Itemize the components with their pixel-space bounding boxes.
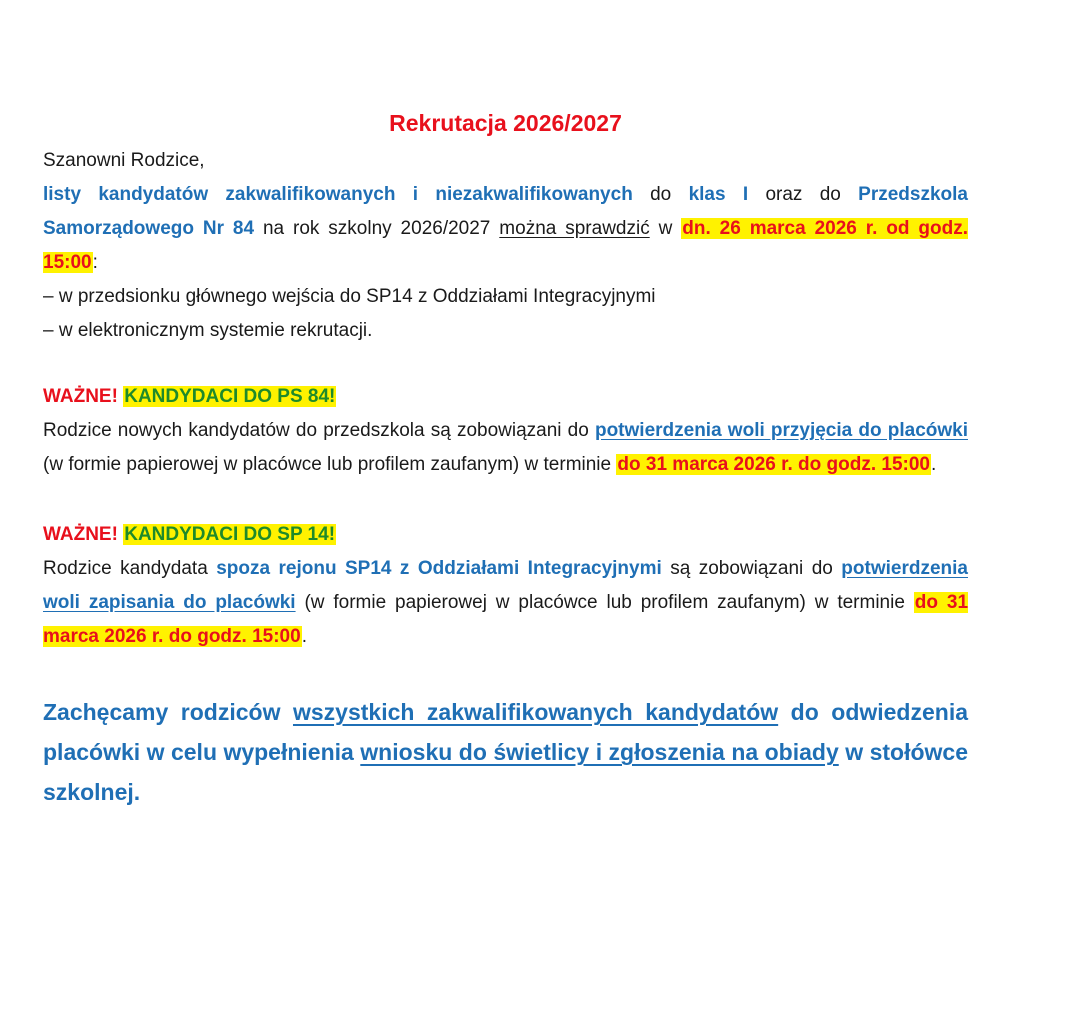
ps84-confirmation-link[interactable]: potwierdzenia woli przyjęcia do placówki [594, 420, 968, 441]
closing-visit-text: do odwiedzenia placówki w celu wypełnienia [43, 699, 969, 765]
sp14-confirmation-link[interactable]: potwierdzenia woli zapisania do placówki [43, 558, 968, 613]
sp14-period: . [301, 626, 307, 647]
ps84-deadline-highlight: do 31 marca 2026 r. do godz. 15:00 [617, 454, 930, 475]
intro-colon: : [92, 252, 98, 273]
outside-district-text: spoza rejonu SP14 z Oddziałami Integracyjnymi [216, 558, 662, 579]
sp14-candidates-label: KANDYDACI DO SP 14! [124, 524, 336, 545]
ps84-candidates-label: KANDYDACI DO PS 84! [124, 386, 336, 407]
sp14-obliged-text: są zobowiązani do [661, 558, 842, 579]
greeting: Szanowni Rodzice, [43, 150, 205, 171]
section-ps84-paragraph [43, 414, 968, 482]
bullet-item-electronic-system: – w elektronicznym systemie rekrutacji. [43, 320, 373, 341]
important-label: WAŻNE! [43, 524, 118, 545]
announcement-document [43, 108, 968, 812]
sp14-deadline-highlight: do 31 marca 2026 r. do godz. 15:00 [43, 592, 969, 647]
closing-paragraph [43, 692, 968, 812]
closing-encourage-text: Zachęcamy rodziców [43, 699, 293, 725]
section-sp14-paragraph [43, 552, 968, 654]
section-sp14-heading [43, 518, 968, 552]
ps84-form-text: (w formie papierowej w placówce lub profilem zaufanym) w terminie [43, 454, 617, 475]
ps84-period: . [930, 454, 937, 475]
closing-canteen-text: w stołówce szkolnej. [43, 739, 968, 805]
important-label: WAŻNE! [43, 386, 118, 407]
section-ps84-heading [43, 380, 968, 414]
all-qualified-link[interactable]: wszystkich zakwalifikowanych kandydatów [292, 699, 779, 725]
ps84-text: Rodzice nowych kandydatów do przedszkola są zobowiązani do [43, 420, 595, 441]
bullet-item-entrance: – w przedsionku głównego wejścia do SP14 z Oddziałami Integracyjnymi [43, 286, 656, 307]
intro-to-text: do [632, 184, 689, 205]
page-title: Rekrutacja 2026/2027 [389, 110, 622, 136]
intro-and-text: oraz do [748, 184, 859, 205]
preschool-text: Przedszkola Samorządowego Nr 84 [43, 184, 968, 239]
sp14-form-text: (w formie papierowej w placówce lub profilem zaufanym) w terminie [295, 592, 914, 613]
aftercare-lunch-link[interactable]: wniosku do świetlicy i zgłoszenia na obiady [360, 739, 839, 765]
school-year-text: na rok szkolny 2026/2027 [254, 218, 500, 239]
candidate-lists-text: listy kandydatów zakwalifikowanych i niezakwalifikowanych [43, 184, 633, 205]
class-text: klas I [688, 184, 749, 205]
results-date-highlight: dn. 26 marca 2026 r. od godz. 15:00 [43, 218, 969, 273]
intro-in-text: w [649, 218, 682, 239]
sp14-text: Rodzice kandydata [43, 558, 217, 579]
intro-paragraph [43, 178, 968, 280]
can-check-text: można sprawdzić [499, 218, 650, 239]
